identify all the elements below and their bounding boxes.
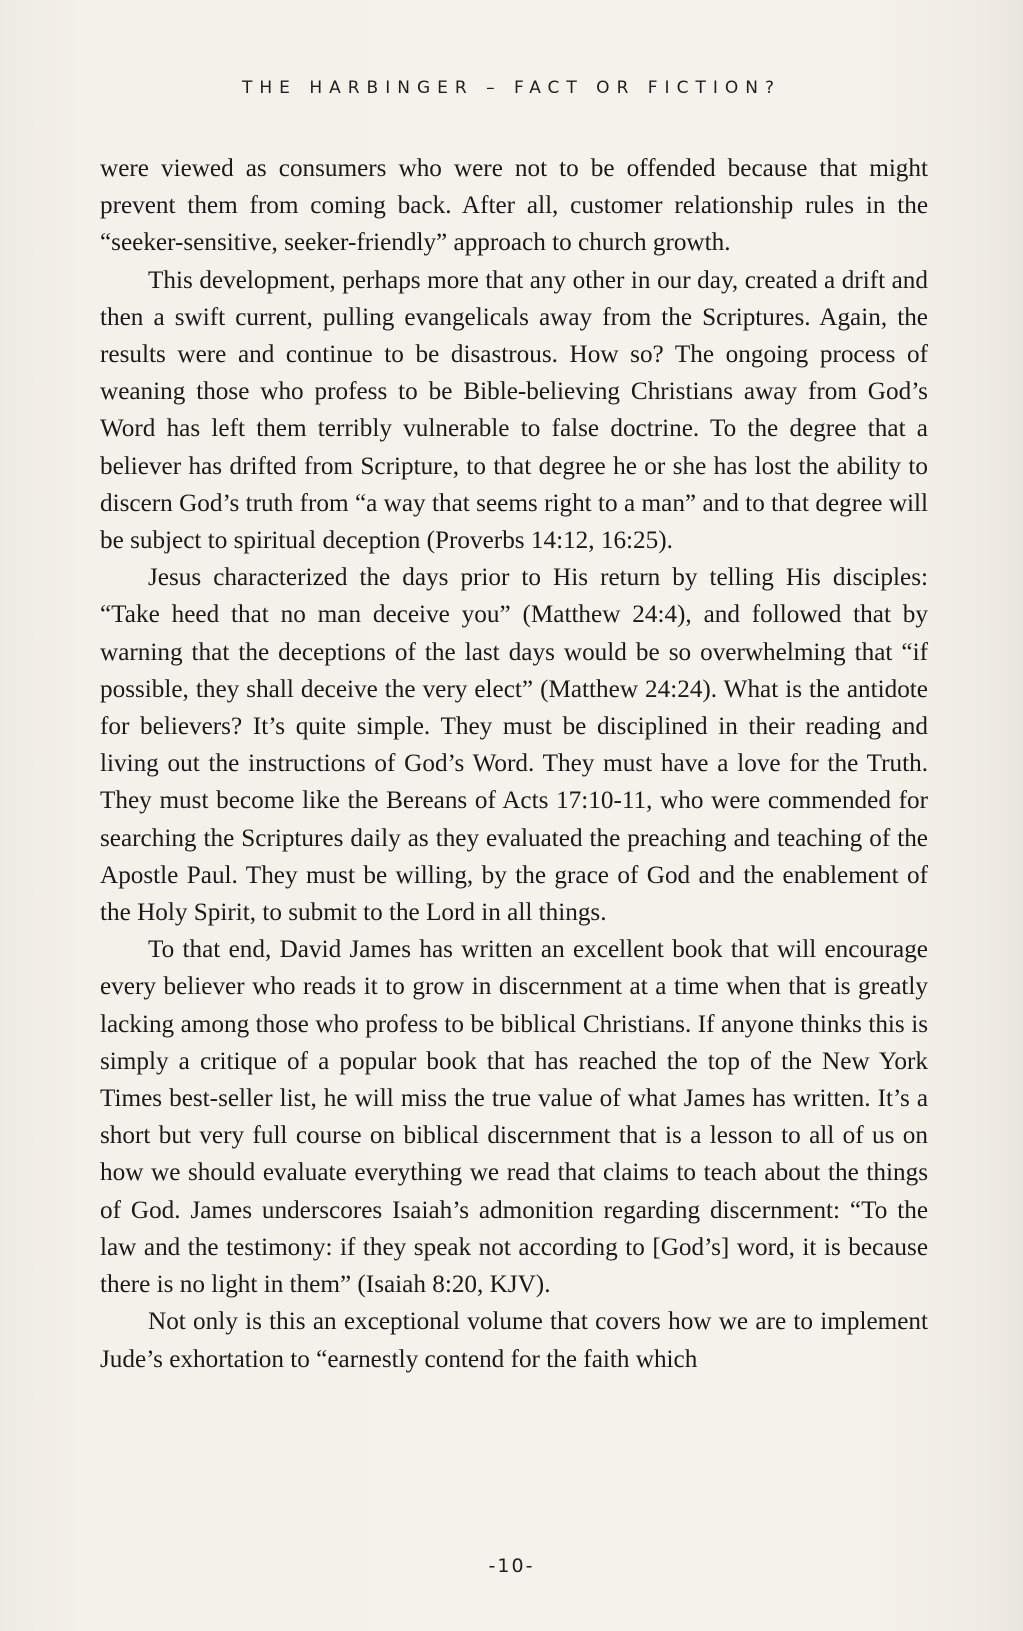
paragraph-5: Not only is this an exceptional volume that covers how we are to implement Jude’s exhortation to “earnestly contend for the faith which bbox=[100, 1308, 928, 1373]
paragraph-2: This development, perhaps more that any other in our day, created a drift and then a swift current, pulling evangelicals away from the Scriptures. Again, the results were and continue to be disastrous. How so? The ongoing process of weaning those who profess to be Bible-believing Christians away from God’s Word has left them terribly vulnerable to false doctrine. To the degree that a believer has drifted from Scripture, to that degree he or she has lost the ability to discern God’s truth from “a way that seems right to a man” and to that degree will be subject to spiritual deception (Proverbs 14:12, 16:25). bbox=[100, 266, 928, 555]
paragraph-4: To that end, David James has written an excellent book that will encourage every believer who reads it to grow in discernment at a time when that is greatly lacking among those who profess to be biblical Christians. If anyone thinks this is simply a critique of a popular book that has reached the top of the New York Times best-seller list, he will miss the true value of what James has written. It’s a short but very full course on biblical discernment that is a lesson to all of us on how we should evaluate everything we read that claims to teach about the things of God. James underscores Isaiah’s admonition regarding discernment: “To the law and the testimony: if they speak not according to [God’s] word, it is because there is no light in them” (Isaiah 8:20, KJV). bbox=[100, 936, 928, 1299]
page-number: -10- bbox=[488, 1555, 535, 1577]
paragraph-1: were viewed as consumers who were not to be offended because that might prevent them from coming back. After all, customer relationship rules in the “seeker-sensitive, seeker-friendly” approach to church growth. bbox=[100, 155, 928, 257]
body-text bbox=[100, 150, 928, 1378]
running-head: THE HARBINGER – FACT OR FICTION? bbox=[242, 78, 781, 98]
paragraph-3: Jesus characterized the days prior to His return by telling His disciples: “Take heed that no man deceive you” (Matthew 24:4), and followed that by warning that the deceptions of the last days would be so overwhelming that “if possible, they shall deceive the very elect” (Matthew 24:24). What is the antidote for believers? It’s quite simple. They must be disciplined in their reading and living out the instructions of God’s Word. They must have a love for the Truth. They must become like the Bereans of Acts 17:10-11, who were commended for searching the Scriptures daily as they evaluated the preaching and teaching of the Apostle Paul. They must be willing, by the grace of God and the enablement of the Holy Spirit, to submit to the Lord in all things. bbox=[100, 564, 928, 927]
